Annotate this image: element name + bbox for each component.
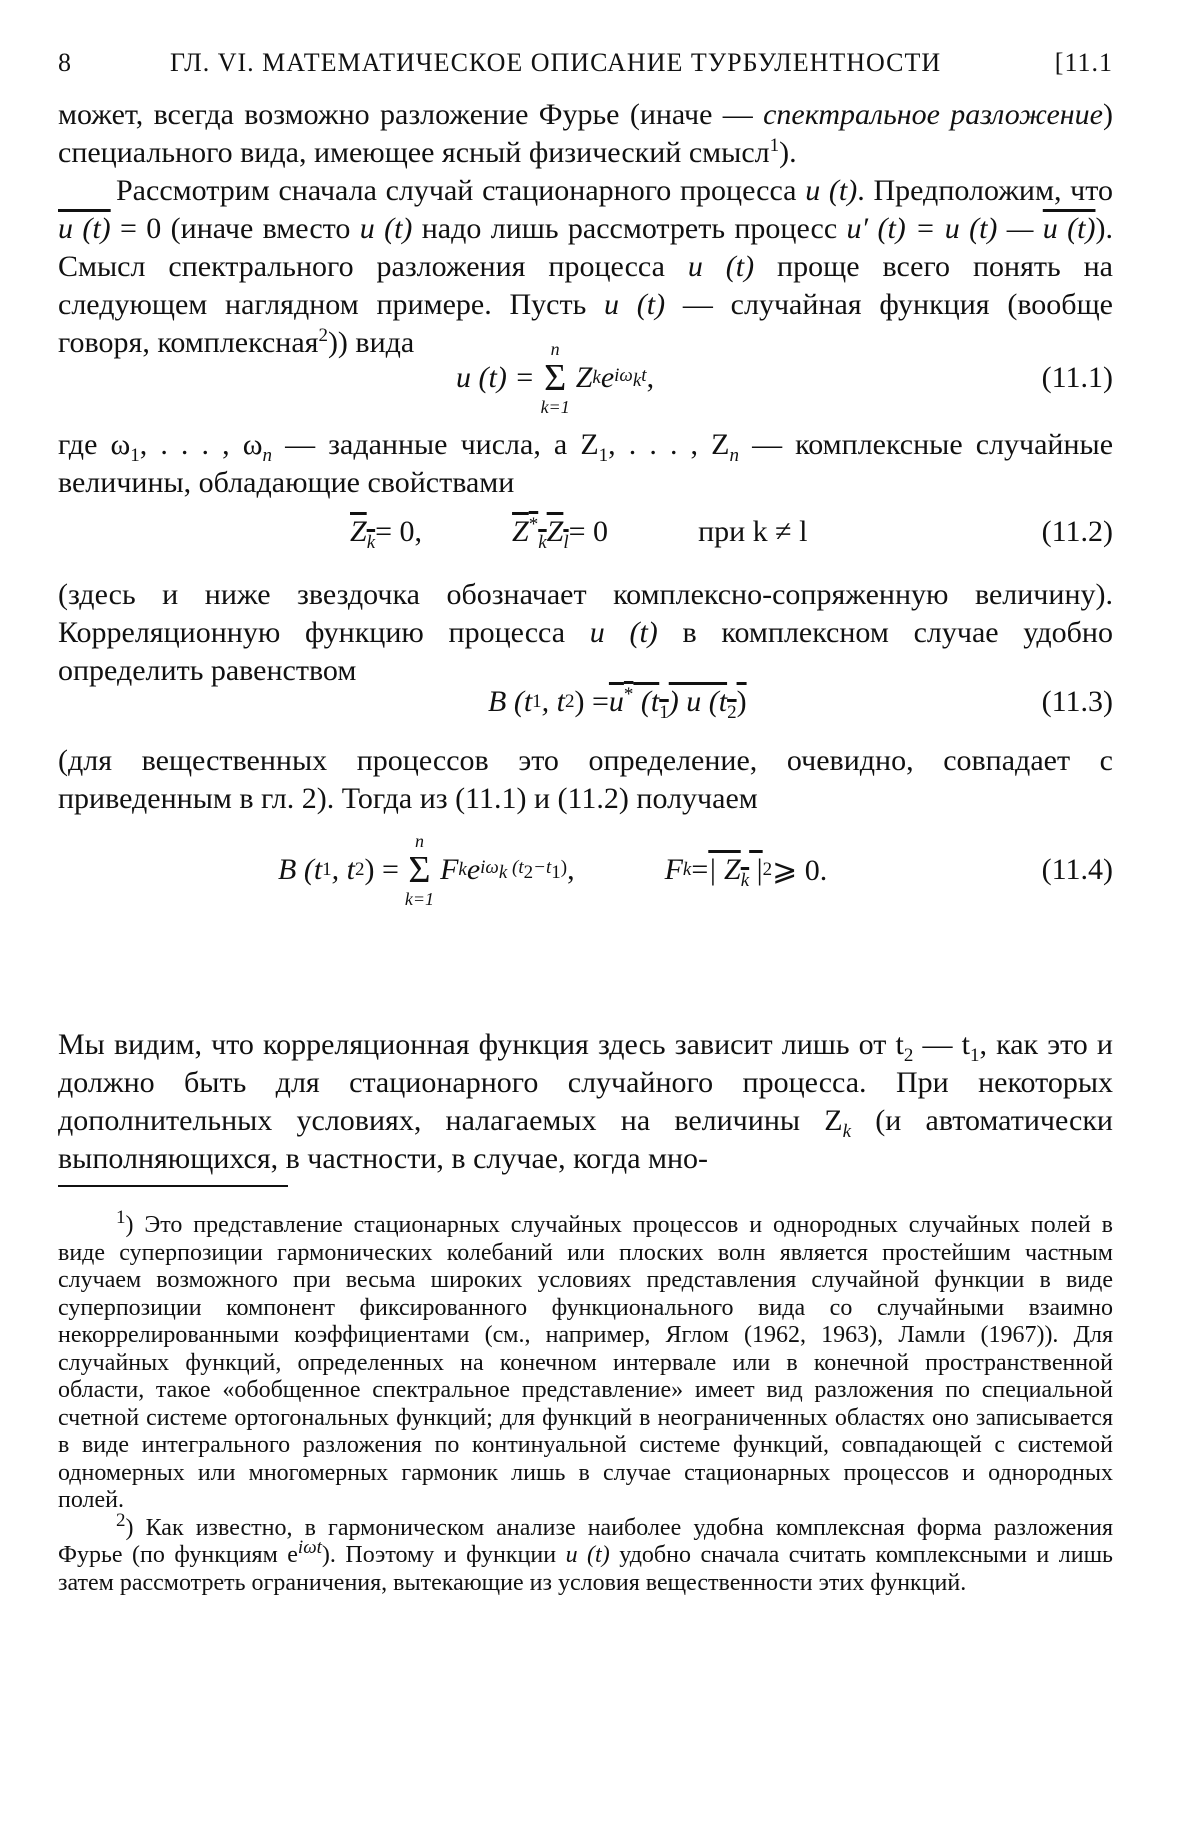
- equation-number: (11.4): [1041, 853, 1113, 886]
- equation-number: (11.3): [1041, 685, 1113, 718]
- paragraph-6: Мы видим, что корреляционная функция здесь зависит лишь от $t_2$ — $t_1$, как это и должно быть для стационарного случайного процесса. При некоторых дополнительных условиях, налагаемых на величины $Z_k$ (и автоматически выполняющихся, в частности, в случае, когда мно-: [58, 1028, 1113, 1175]
- sum-symbol: n Σ k=1: [540, 339, 570, 417]
- equation-number: (11.2): [1041, 515, 1113, 548]
- body-text-2: [58, 426, 1113, 502]
- footnote-1: $^1$) Это представление стационарных случайных процессов и однородных случайных полей в виде суперпозиции гармонических колебаний или плоских волн является простейшим частным случаем возможного при весьма широких условиях представления случайной функции в виде суперпозиции компонент фиксированного функционального вида со случайными взаимно некоррелированными коэффициентами (см., например, Яглом (1962, 1963), Ламли (1967)). Для случайных функций, определенных на конечном интервале или в конечной пространственной области, такое «обобщенное спектральное представление» имеет вид разложения по специальной счетной системе ортогональных функций; для функций в неограниченных областях оно записывается в виде интегрального разложения по континуальной системе функций, совпадающей с системой одномерных или многомерных гармоник лишь в случае стационарных процессов и однородных полей.: [58, 1207, 1113, 1513]
- equation-11-3: [58, 662, 1113, 742]
- paragraph-1: может, всегда возможно разложение Фурье (иначе — спектральное разложение) специального вида, имеющее ясный физический смысл$^1$).: [58, 98, 1113, 169]
- footnote-ref-2: 2: [318, 325, 328, 346]
- equation-11-4: [58, 830, 1113, 910]
- footnotes: [58, 1207, 1113, 1597]
- page-header: [58, 48, 1113, 88]
- sum-symbol: n Σ k=1: [404, 831, 435, 909]
- running-title: ГЛ. VI. МАТЕМАТИЧЕСКОЕ ОПИСАНИЕ ТУРБУЛЕНТНОСТИ: [170, 48, 942, 77]
- equation-body: B (t 1 , t 2 ) = u* $(t_1)$ u $(t_2)$: [488, 684, 747, 723]
- footnote-2: $^2$) Как известно, в гармоническом анализе наиболее удобна комплексная форма разложения Фурье (по функциям $e^{i\omega t}$). Поэтому и функции u (t) удобно сначала считать комплексными и лишь затем рассмотреть ограничения, вытекающие из условия вещественности этих функций.: [58, 1509, 1113, 1596]
- footnote-divider: [58, 1185, 288, 1187]
- equation-number: (11.1): [1041, 361, 1113, 394]
- equation-11-1: [58, 338, 1113, 418]
- footnote-ref-1: 1: [769, 135, 780, 156]
- body-text-top: [58, 96, 1113, 362]
- equation-body: B (t 1 , t 2 ) = n Σ k=1 F k e $i\omega_k$ $(t_2-t_1)$ , F k = | $Z_k$ | 2 ⩾ 0.: [278, 831, 828, 909]
- section-number: [11.1: [1054, 48, 1113, 77]
- body-text-4: [58, 742, 1113, 818]
- emphasis-term: спектральное разложение: [763, 98, 1103, 131]
- paragraph-2: Рассмотрим сначала случай стационарного процесса u (t). Предположим, что u (t) = 0 (иначе вместо u (t) надо лишь рассмотреть процесс u′ (t) = u (t) — u (t)). Смысл спектрального разложения процесса u (t) проще всего понять на следующем наглядном примере. Пусть u (t) — случайная функция (вообще говоря, комплексная$^2$)) вида: [58, 174, 1113, 359]
- paragraph-5: (для вещественных процессов это определение, очевидно, совпадает с приведенным в гл. 2). Тогда из (11.1) и (11.2) получаем: [58, 744, 1113, 815]
- equation-11-2: [58, 492, 1113, 572]
- paragraph-4: (здесь и ниже звездочка обозначает комплексно-сопряженную величину). Корреляционную функцию процесса u (t) в комплексном случае удобно определить равенством: [58, 578, 1113, 687]
- page-number: 8: [58, 48, 72, 77]
- body-text-5: [58, 1026, 1113, 1178]
- equation-body: u (t) = n Σ k=1 Z k e $i\omega_kt$ ,: [456, 339, 655, 417]
- equation-body: $Z_k$ = 0, $Z^*_kZ_l$ = 0 при k ≠ l: [350, 514, 808, 553]
- paragraph-3: где $\omega_1$, . . . , $\omega_n$ — заданные числа, а $Z_1$, . . . , $Z_n$ — комплексные случайные величины, обладающие свойствами: [58, 428, 1114, 499]
